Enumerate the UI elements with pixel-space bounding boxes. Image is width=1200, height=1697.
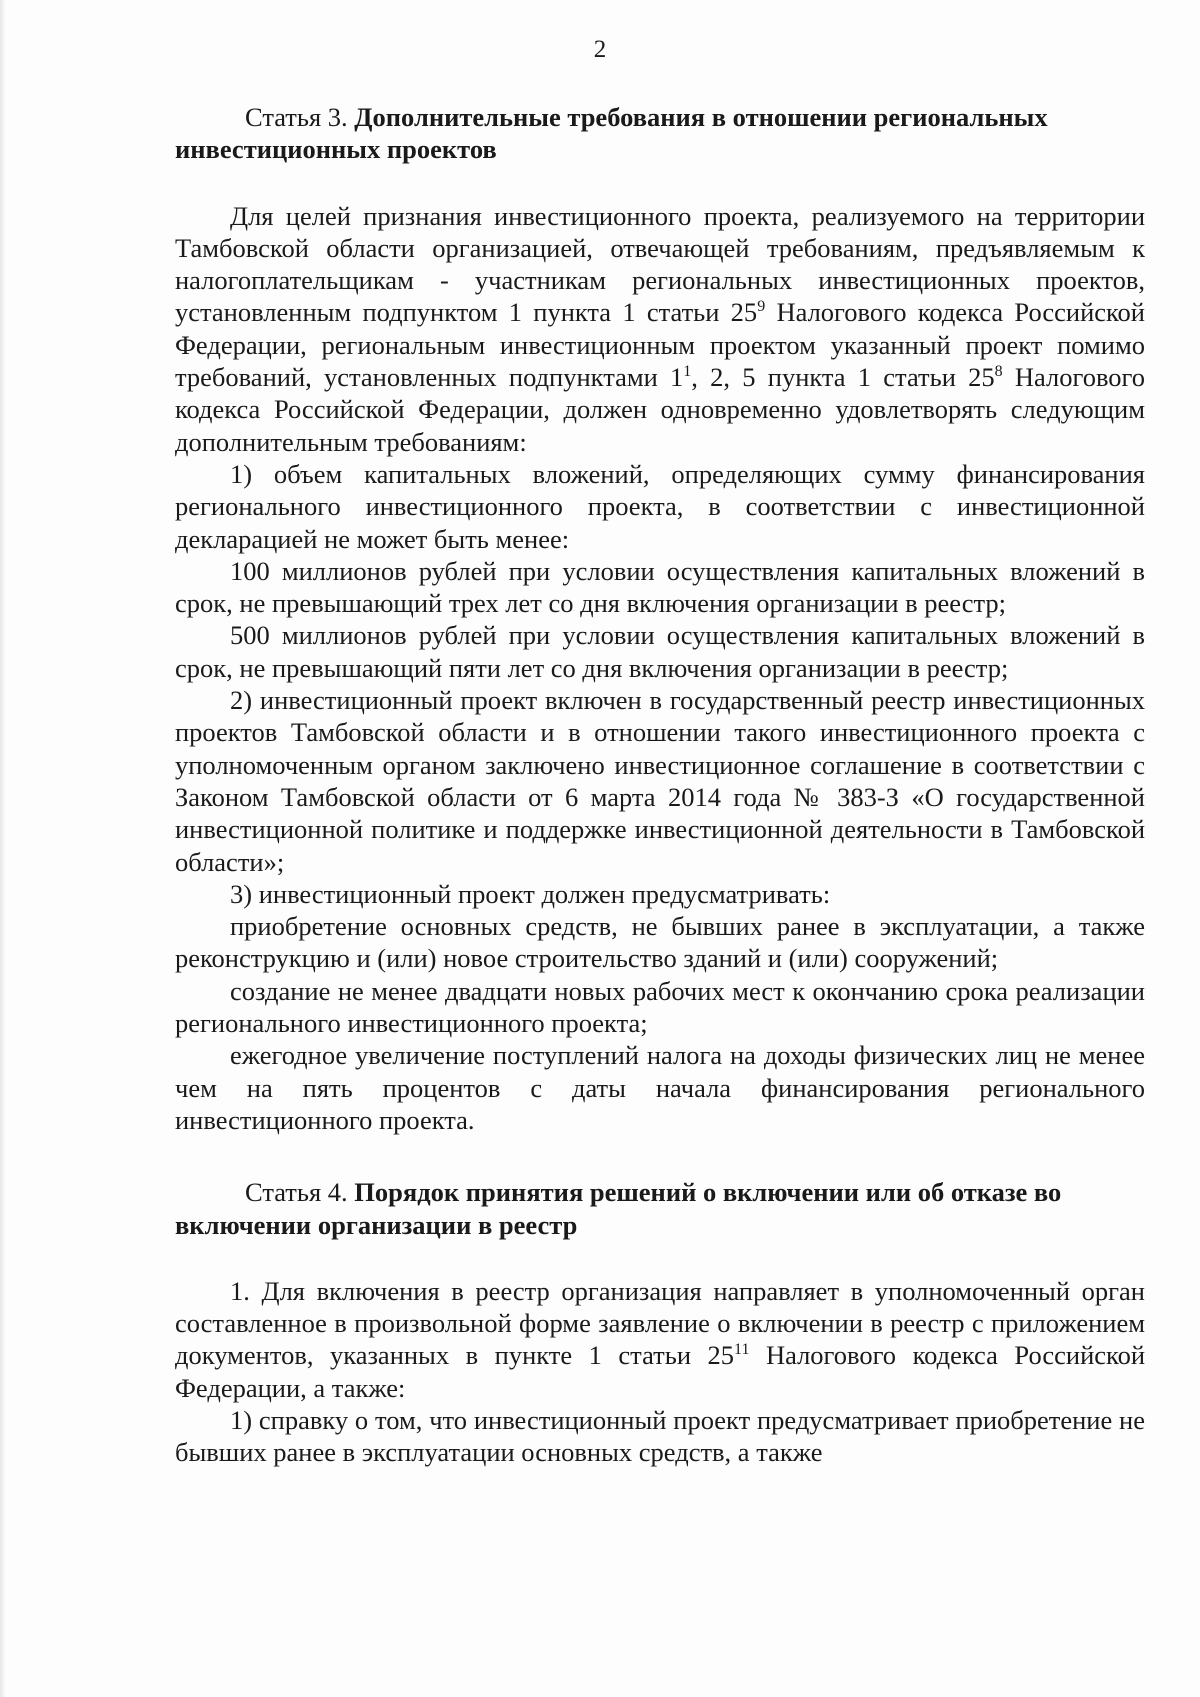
list-item: 3) инвестиционный проект должен предусматривать: (230, 878, 831, 909)
superscript: 9 (757, 298, 766, 316)
page-number: 2 (593, 36, 607, 63)
list-subitem: 500 миллионов рублей при условии осуществления капитальных вложений в срок, не превышающий пяти лет со дня включения организации в реестр; (175, 620, 1145, 683)
paragraph-text: 1. Для включения в реестр организация направляет в уполномоченный орган составленное в произвольной форме заявление о включении в реестр с приложением документов, указанных в пункте 1 статьи 25 (175, 1275, 1145, 1371)
document-body (175, 101, 1145, 1469)
paragraph-text: Налогового кодекса Российской Федерации, региональным инвестиционным проектом указанный проект помимо требований, установленных подпунктами 1 (175, 297, 1145, 393)
paragraph-text: Для целей признания инвестиционного проекта, реализуемого на территории Тамбовской области организацией, отвечающей требованиям, предъявляемым к налогоплательщикам - участникам региональных инвестиционных проектов, установленным подпунктом 1 пункта 1 статьи 25 (175, 200, 1145, 328)
article-3-heading (175, 101, 1145, 166)
spacer (175, 1136, 1145, 1176)
list-item: 1) объем капитальных вложений, определяющих сумму финансирования регионального инвестиционного проекта, в соответствии с инвестиционной декларацией не может быть менее: (175, 458, 1145, 554)
article-3-title: Дополнительные требования в отношении региональных инвестиционных проектов (175, 102, 1048, 165)
article-4-heading (175, 1176, 1145, 1241)
list-item: 1) справку о том, что инвестиционный проект предусматривает приобретение не бывших ранее в эксплуатации основных средств, а также (175, 1404, 1145, 1468)
list-subitem: ежегодное увеличение поступлений налога на доходы физических лиц не менее чем на пять процентов с даты начала финансирования регионального инвестиционного проекта. (175, 1040, 1145, 1135)
list-item: 2) инвестиционный проект включен в государственный реестр инвестиционных проектов Тамбовской области и в отношении такого инвестиционного проекта с уполномоченным органом заключено инвестиционное соглашение в соответствии с Законом Тамбовской области от 6 марта 2014 года № 383-З «О государственной инвестиционной политике и поддержке инвестиционной деятельности в Тамбовской области»; (175, 685, 1145, 877)
list-subitem: создание не менее двадцати новых рабочих мест к окончанию срока реализации регионального инвестиционного проекта; (175, 975, 1145, 1039)
list-subitem: приобретение основных средств, не бывших ранее в эксплуатации, а также реконструкцию и (или) новое строительство зданий и (или) сооружений; (175, 911, 1145, 974)
article-3-paragraph (175, 200, 1145, 458)
paragraph-text: Налогового кодекса Российской Федерации, а также: (175, 1340, 1146, 1403)
superscript: 8 (994, 363, 1003, 381)
spacer (175, 166, 1145, 200)
article-3-prefix: Статья 3. (245, 102, 355, 132)
article-4-paragraph (175, 1275, 1145, 1404)
list-subitem: 100 миллионов рублей при условии осуществления капитальных вложений в срок, не превышающий трех лет со дня включения организации в реестр; (175, 555, 1145, 619)
paragraph-text: Налогового кодекса Российской Федерации, должен одновременно удовлетворять следующим дополнительным требованиям: (175, 362, 1145, 457)
article-4-prefix: Статья 4. (245, 1177, 355, 1208)
superscript: 1 (683, 363, 692, 381)
superscript: 11 (734, 1341, 750, 1359)
scan-edge-shadow (0, 0, 6, 1697)
paragraph-text: , 2, 5 пункта 1 статьи 25 (691, 362, 995, 393)
article-4-title: Порядок принятия решений о включении или об отказе во включении организации в реестр (175, 1177, 1062, 1240)
spacer (175, 1241, 1145, 1275)
